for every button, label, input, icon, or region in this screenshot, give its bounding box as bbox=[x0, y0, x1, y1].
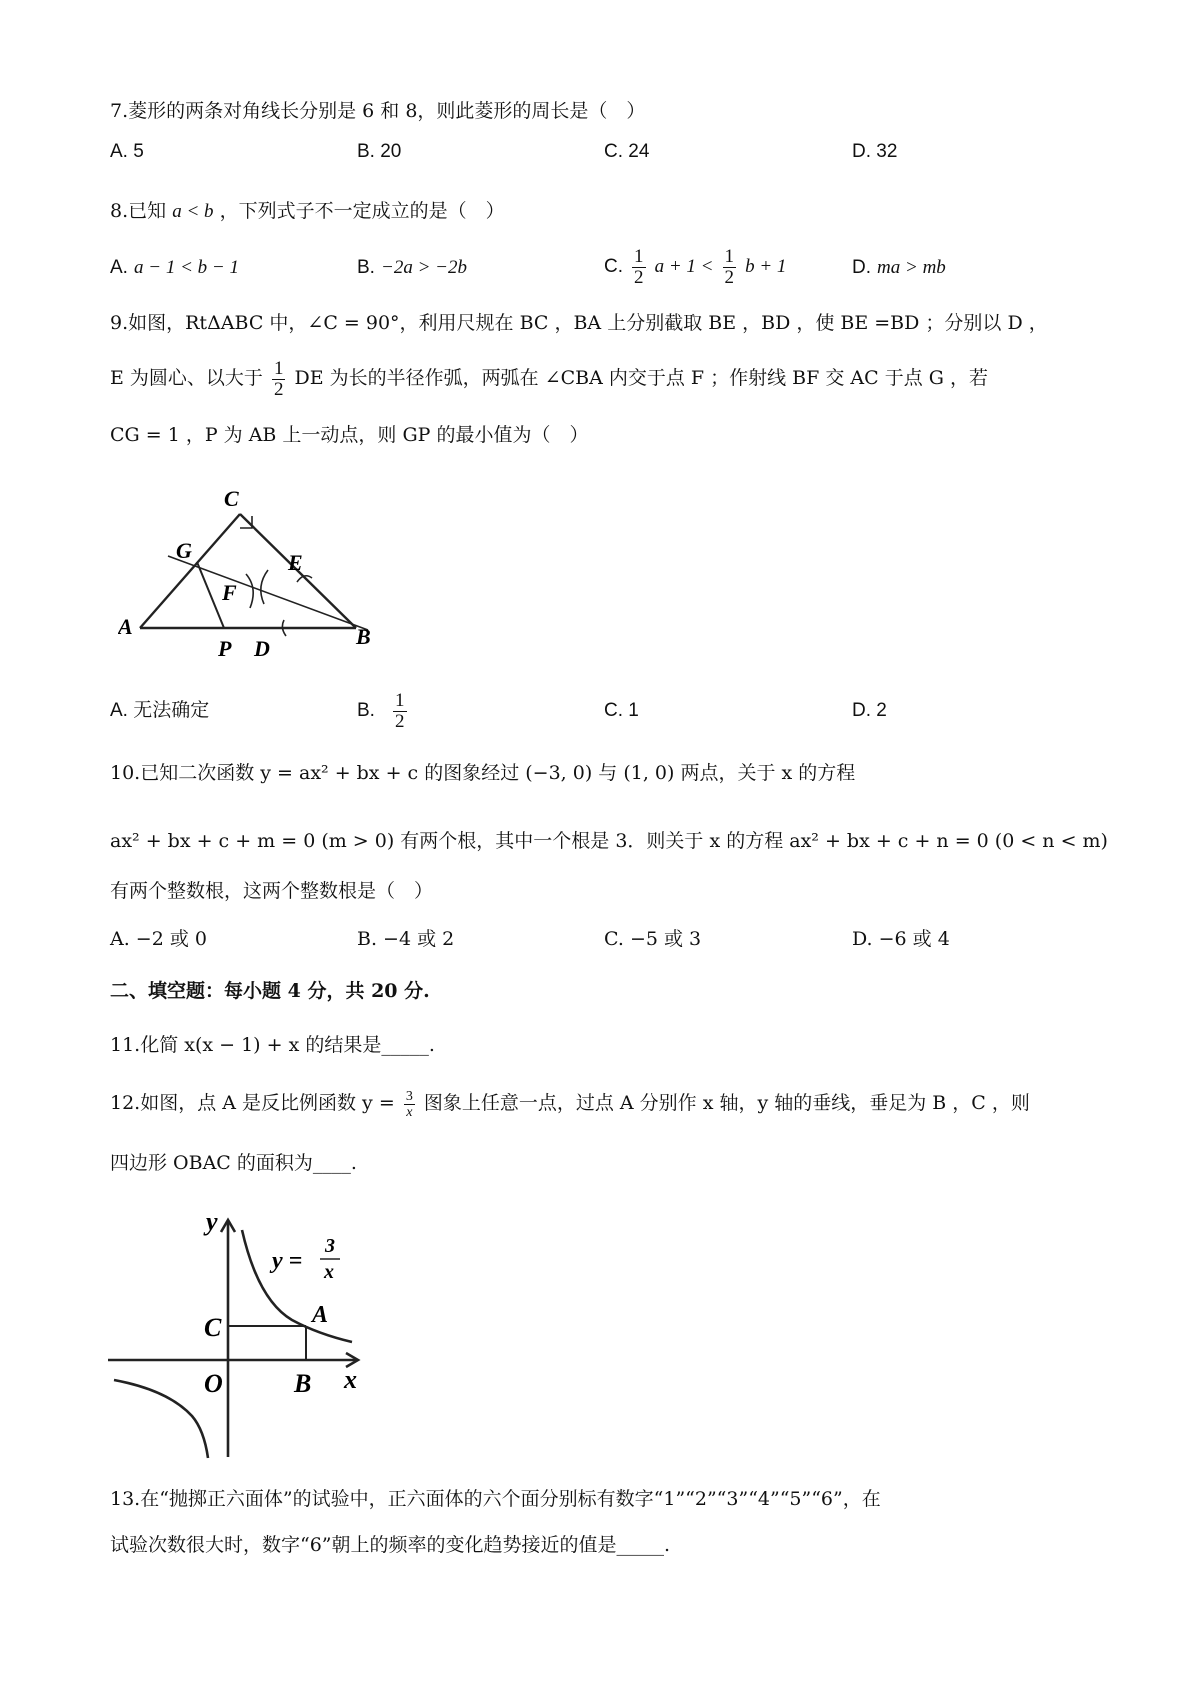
q8-option-b bbox=[357, 252, 467, 283]
q8-stem bbox=[110, 196, 505, 227]
q12-line1-a: 12.如图，点 A 是反比例函数 y = bbox=[110, 1092, 395, 1114]
q8-option-c-frac2 bbox=[723, 247, 737, 288]
q10-option-d: D. −6 或 4 bbox=[852, 928, 950, 950]
frac-num: 1 bbox=[634, 245, 644, 267]
right-angle-mark bbox=[240, 516, 252, 528]
label-e: E bbox=[288, 550, 303, 575]
q7-option-d: D. 32 bbox=[852, 141, 898, 162]
q9-line2 bbox=[110, 354, 988, 402]
q13-line1: 13.在“抛掷正六面体”的试验中，正六面体的六个面分别标有数字“1”“2”“3”“4”“5”“6”，在 bbox=[110, 1488, 881, 1510]
q8-option-c-mid: a + 1 < bbox=[654, 256, 714, 277]
fn-label-prefix: y = bbox=[272, 1248, 303, 1274]
q12-line2: 四边形 OBAC 的面积为____. bbox=[110, 1152, 357, 1174]
label-g: G bbox=[176, 538, 192, 563]
label-a: A bbox=[312, 1302, 329, 1328]
q8-stem-prefix: 8.已知 bbox=[110, 200, 167, 222]
side-ac bbox=[140, 514, 240, 628]
label-y-axis: y bbox=[206, 1212, 218, 1236]
label-b: B bbox=[356, 624, 371, 649]
fn-label-den: x bbox=[324, 1261, 334, 1283]
q9-line2-frac bbox=[272, 359, 286, 400]
q9-option-b-frac bbox=[393, 691, 407, 732]
frac-den: 2 bbox=[395, 710, 405, 732]
frac-den: 2 bbox=[273, 378, 284, 400]
q12-line1-frac bbox=[404, 1089, 415, 1120]
arc-1 bbox=[246, 574, 253, 608]
q9-line2-b: DE 为长的半径作弧，两弧在 ∠CBA 内交于点 F ；作射线 BF 交 AC 于点 G ，若 bbox=[294, 367, 988, 389]
q9-line1: 9.如图，RtΔABC 中，∠C = 90°，利用尺规在 BC ，BA 上分别截取 BE ，BD ，使 BE =BD ；分别以 D ， bbox=[110, 312, 1048, 334]
q8-option-c-end: b + 1 bbox=[745, 256, 787, 277]
frac-num: 1 bbox=[273, 357, 284, 379]
q7-option-b: B. 20 bbox=[357, 141, 402, 162]
q8-stem-suffix: ，下列式子不一定成立的是（ ） bbox=[219, 200, 505, 222]
label-a: A bbox=[118, 614, 133, 639]
ray-bf bbox=[168, 556, 368, 630]
q8-option-b-expr: −2a > −2b bbox=[381, 257, 467, 278]
q9-line3: CG = 1 ，P 为 AB 上一动点，则 GP 的最小值为（ ） bbox=[110, 424, 589, 446]
q10-line3: 有两个整数根，这两个整数根是（ ） bbox=[110, 880, 434, 902]
fn-label-num: 3 bbox=[325, 1235, 335, 1257]
q9-option-d: D. 2 bbox=[852, 700, 887, 721]
q11-text: 11.化简 x(x − 1) + x 的结果是_____. bbox=[110, 1034, 435, 1056]
frac-den: x bbox=[406, 1104, 413, 1120]
label-c: C bbox=[224, 486, 239, 511]
frac-den: 2 bbox=[724, 266, 735, 288]
label-c: C bbox=[204, 1313, 222, 1342]
q9-option-c: C. 1 bbox=[604, 700, 639, 721]
curve-third-quadrant bbox=[114, 1380, 208, 1458]
q12-line1 bbox=[110, 1078, 1030, 1128]
q12-figure bbox=[108, 1212, 368, 1462]
label-d: D bbox=[254, 636, 270, 661]
frac-num: 1 bbox=[395, 689, 405, 711]
q8-stem-math: a < b bbox=[172, 201, 214, 222]
q10-option-c: C. −5 或 3 bbox=[604, 928, 702, 950]
q9-option-b bbox=[357, 686, 410, 735]
q9-figure bbox=[118, 478, 418, 668]
q8-option-b-label: B. bbox=[357, 257, 375, 278]
q10-option-b: B. −4 或 2 bbox=[357, 928, 455, 950]
q9-option-b-label: B. bbox=[357, 700, 375, 721]
q8-option-d-expr: ma > mb bbox=[877, 257, 946, 278]
label-o: O bbox=[204, 1369, 223, 1398]
q7-option-c: C. 24 bbox=[604, 141, 650, 162]
label-b: B bbox=[294, 1369, 312, 1398]
q12-line1-b: 图象上任意一点，过点 A 分别作 x 轴，y 轴的垂线，垂足为 B ，C ，则 bbox=[423, 1092, 1030, 1114]
label-f: F bbox=[222, 580, 237, 605]
q8-option-c-frac1 bbox=[632, 247, 646, 288]
frac-num: 1 bbox=[724, 245, 735, 267]
q8-option-a-label: A. bbox=[110, 257, 128, 278]
label-x-axis: x bbox=[344, 1365, 357, 1394]
label-p: P bbox=[218, 636, 232, 661]
arc-2 bbox=[261, 570, 268, 604]
q10-line1: 10.已知二次函数 y = ax² + bx + c 的图象经过 (−3, 0) 与 (1, 0) 两点，关于 x 的方程 bbox=[110, 762, 856, 784]
q7-option-a: A. 5 bbox=[110, 141, 144, 162]
q9-line2-a: E 为圆心、以大于 bbox=[110, 367, 263, 389]
q8-option-a-expr: a − 1 < b − 1 bbox=[134, 257, 239, 278]
q9-option-a: A. 无法确定 bbox=[110, 700, 210, 721]
section-2-heading: 二、填空题：每小题 4 分，共 20 分. bbox=[110, 980, 430, 1002]
q7-stem: 7.菱形的两条对角线长分别是 6 和 8，则此菱形的周长是（ ） bbox=[110, 100, 646, 122]
frac-den: 2 bbox=[634, 266, 644, 288]
q8-option-d-label: D. bbox=[852, 257, 871, 278]
frac-num: 3 bbox=[405, 1088, 413, 1104]
q13-line2: 试验次数很大时，数字“6”朝上的频率的变化趋势接近的值是_____. bbox=[110, 1534, 671, 1556]
q8-option-d bbox=[852, 252, 946, 283]
q10-line2: ax² + bx + c + m = 0 (m > 0) 有两个根，其中一个根是 3．则关于 x 的方程 ax² + bx + c + n = 0 (0 < n < m) bbox=[110, 830, 1108, 852]
q10-option-a: A. −2 或 0 bbox=[110, 928, 207, 950]
q8-option-c bbox=[604, 242, 786, 291]
q8-option-c-label: C. bbox=[604, 256, 623, 277]
q8-option-a bbox=[110, 252, 239, 283]
